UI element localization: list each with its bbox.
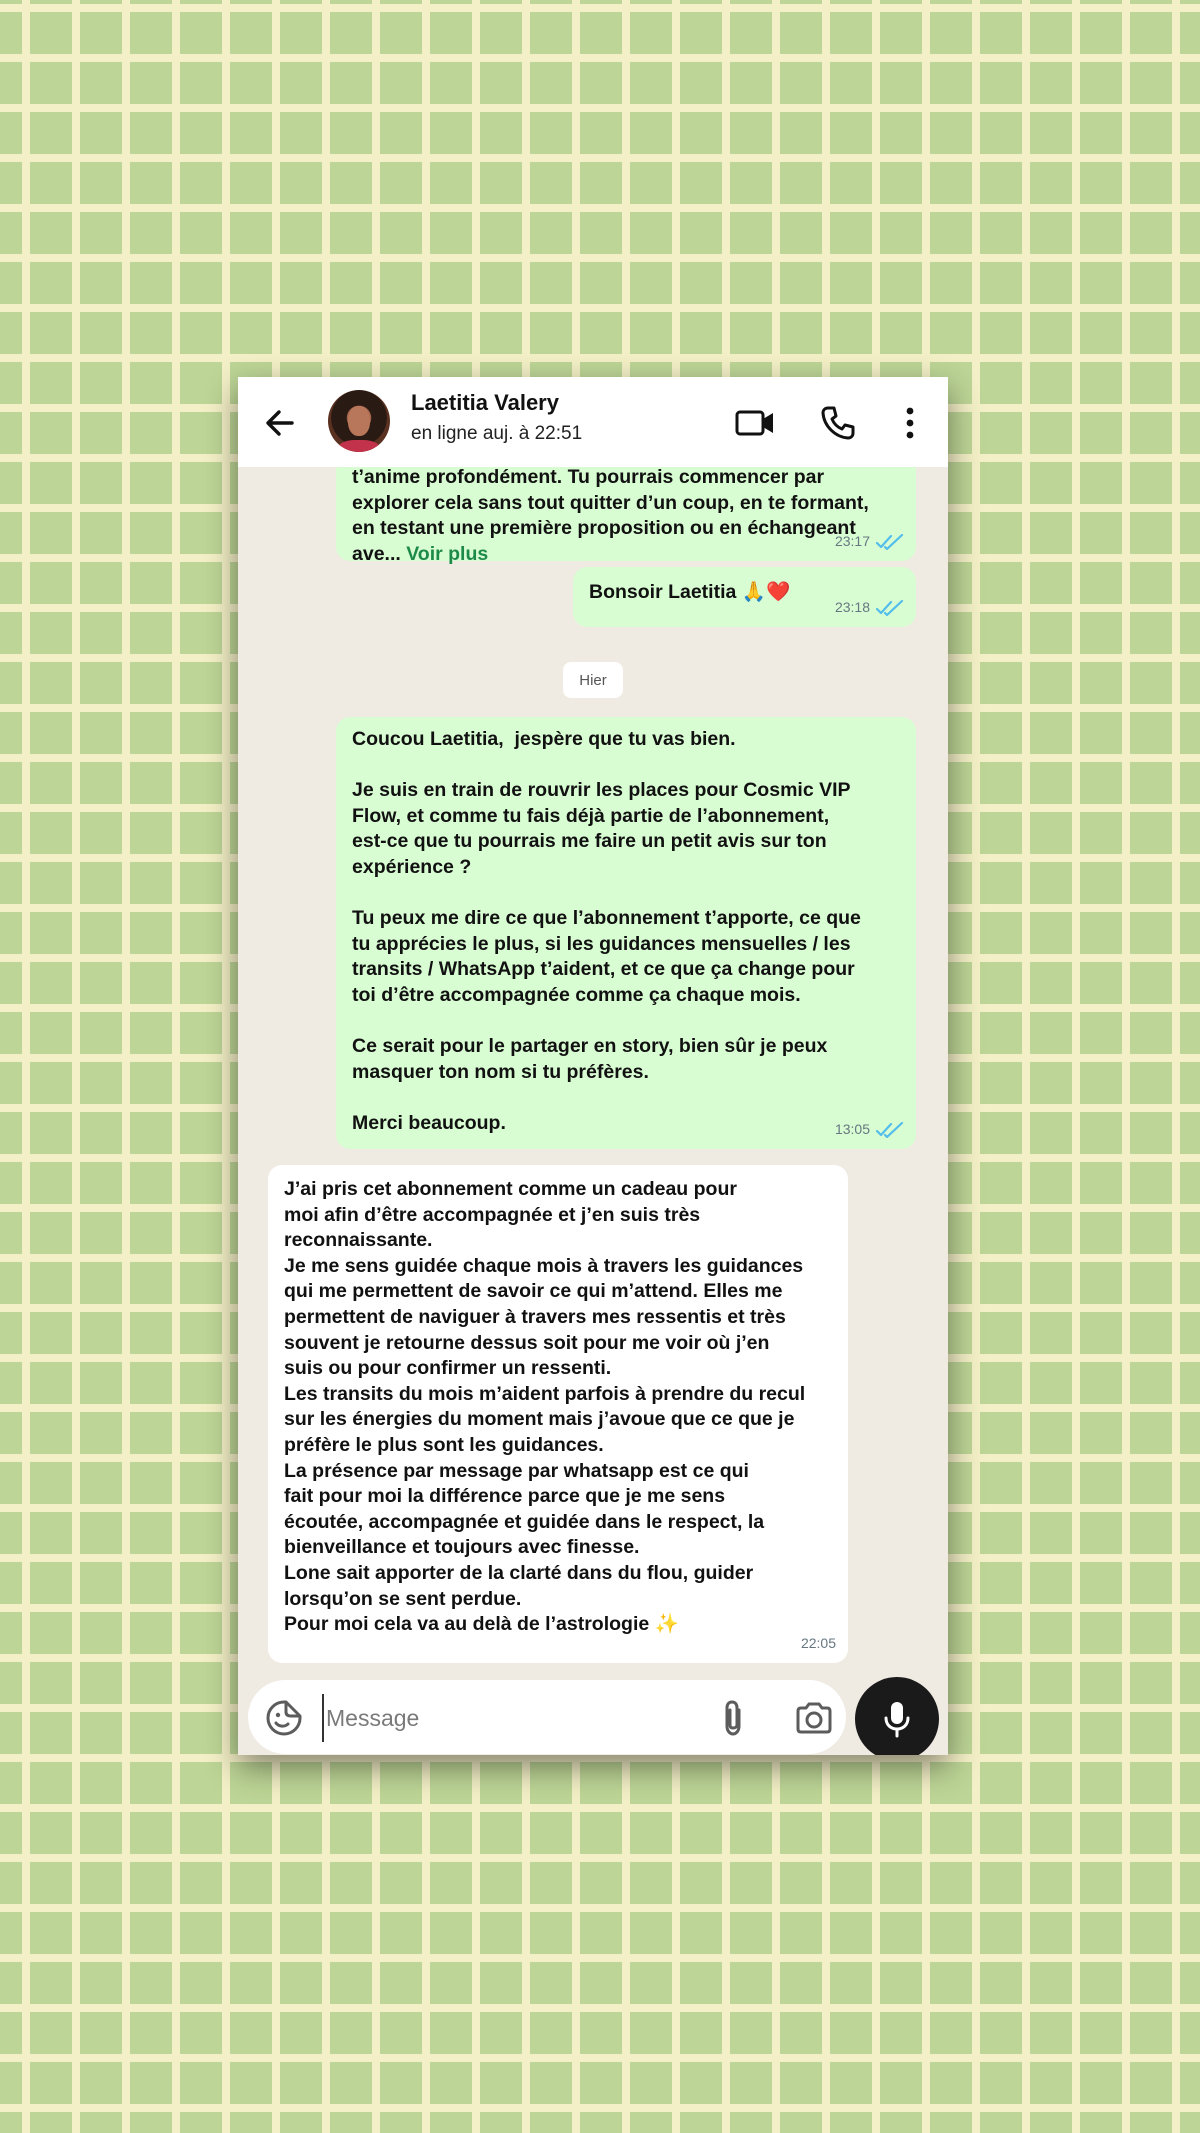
double-check-icon (876, 534, 904, 550)
voice-call-button[interactable] (816, 401, 860, 445)
message-meta (835, 1117, 904, 1143)
contact-status: en ligne auj. à 22:51 (411, 423, 583, 444)
microphone-icon (882, 1699, 912, 1739)
message-bubble-outgoing[interactable] (336, 717, 916, 1149)
message-time: 13:05 (834, 1121, 870, 1138)
message-text: J’ai pris cet abonnement comme un cadeau pour moi afin d’être accompagnée et j’en suis très reconnaissante. Je me sens guidée chaque mois à travers les guidances qui me permettent de savoir ce qui m’attend. Elles me permettent de naviguer à travers mes ressentis et très souvent je retourne dessus soit pour me voir où j’en suis ou pour confirmer un ressenti. Les transits du mois m’aident parfois à prendre du recul sur les énergies du moment mais j’avoue que ce que je préfère le plus sont les guidances. La présence par message par whatsapp est ce qui fait pour moi la différence parce que je me sens écoutée, accompagnée et guidée dans le respect, la bienveillance et toujours avec finesse. Lone sait apporter de la clarté dans du flou, guider lorsqu’on se sent perdue. Pour moi cela va au delà de l’astrologie ✨ (284, 1178, 806, 1636)
message-meta (835, 529, 904, 555)
message-text: Coucou Laetitia, jespère que tu vas bien. Je suis en train de rouvrir les places pour Cosmic VIP Flow, et comme tu fais déjà partie de l’abonnement, est-ce que tu pourrais me faire un petit avis sur ton expérience ? Tu peux me dire ce que l’abonnement t’apporte, ce que tu apprécies le plus, si les guidances mensuelles / les transits / WhatsApp t’aident, et ce que ça change pour toi d’être accompagnée comme ça chaque mois. Ce serait pour le partager en story, bien sûr je peux masquer ton nom si tu préfères. Merci beaucoup. (352, 728, 861, 1134)
video-camera-icon (735, 408, 775, 438)
message-text: t’anime profondément. Tu pourrais commencer par explorer cela sans tout quitter d’un coup, en te formant, en testant une première proposition ou en échangeant ave... Voir plus (352, 467, 869, 565)
arrow-left-icon (260, 403, 300, 443)
camera-icon (794, 1698, 834, 1738)
message-bubble-outgoing[interactable] (573, 567, 916, 627)
message-bubble-incoming[interactable] (268, 1165, 848, 1663)
message-input[interactable] (322, 1694, 618, 1742)
contact-avatar[interactable] (328, 390, 390, 452)
contact-name[interactable]: Laetitia Valery (411, 390, 559, 415)
more-options-button[interactable] (888, 401, 932, 445)
chat-window (238, 377, 948, 1755)
message-time: 23:18 (834, 599, 870, 616)
date-separator: Hier (563, 662, 623, 698)
message-meta (835, 595, 904, 621)
message-time: 22:05 (800, 1635, 836, 1652)
double-check-icon (876, 1122, 904, 1138)
sticker-icon (264, 1698, 304, 1738)
back-button[interactable] (260, 403, 300, 443)
paperclip-icon (714, 1698, 754, 1738)
message-meta (801, 1631, 836, 1657)
message-text: Bonsoir Laetitia 🙏❤️ (589, 581, 791, 603)
voice-message-button[interactable] (855, 1677, 939, 1755)
phone-icon (820, 405, 856, 441)
compose-bar (248, 1680, 846, 1754)
read-more-link[interactable]: Voir plus (406, 542, 489, 565)
chat-header (238, 377, 948, 467)
camera-button[interactable] (794, 1698, 834, 1738)
message-time: 23:17 (834, 533, 870, 550)
double-check-icon (876, 600, 904, 616)
message-list[interactable] (238, 467, 948, 1687)
video-call-button[interactable] (733, 401, 777, 445)
attach-button[interactable] (714, 1698, 754, 1738)
emoji-button[interactable] (264, 1698, 304, 1738)
message-bubble-outgoing[interactable] (336, 467, 916, 565)
vertical-dots-icon (905, 407, 915, 439)
